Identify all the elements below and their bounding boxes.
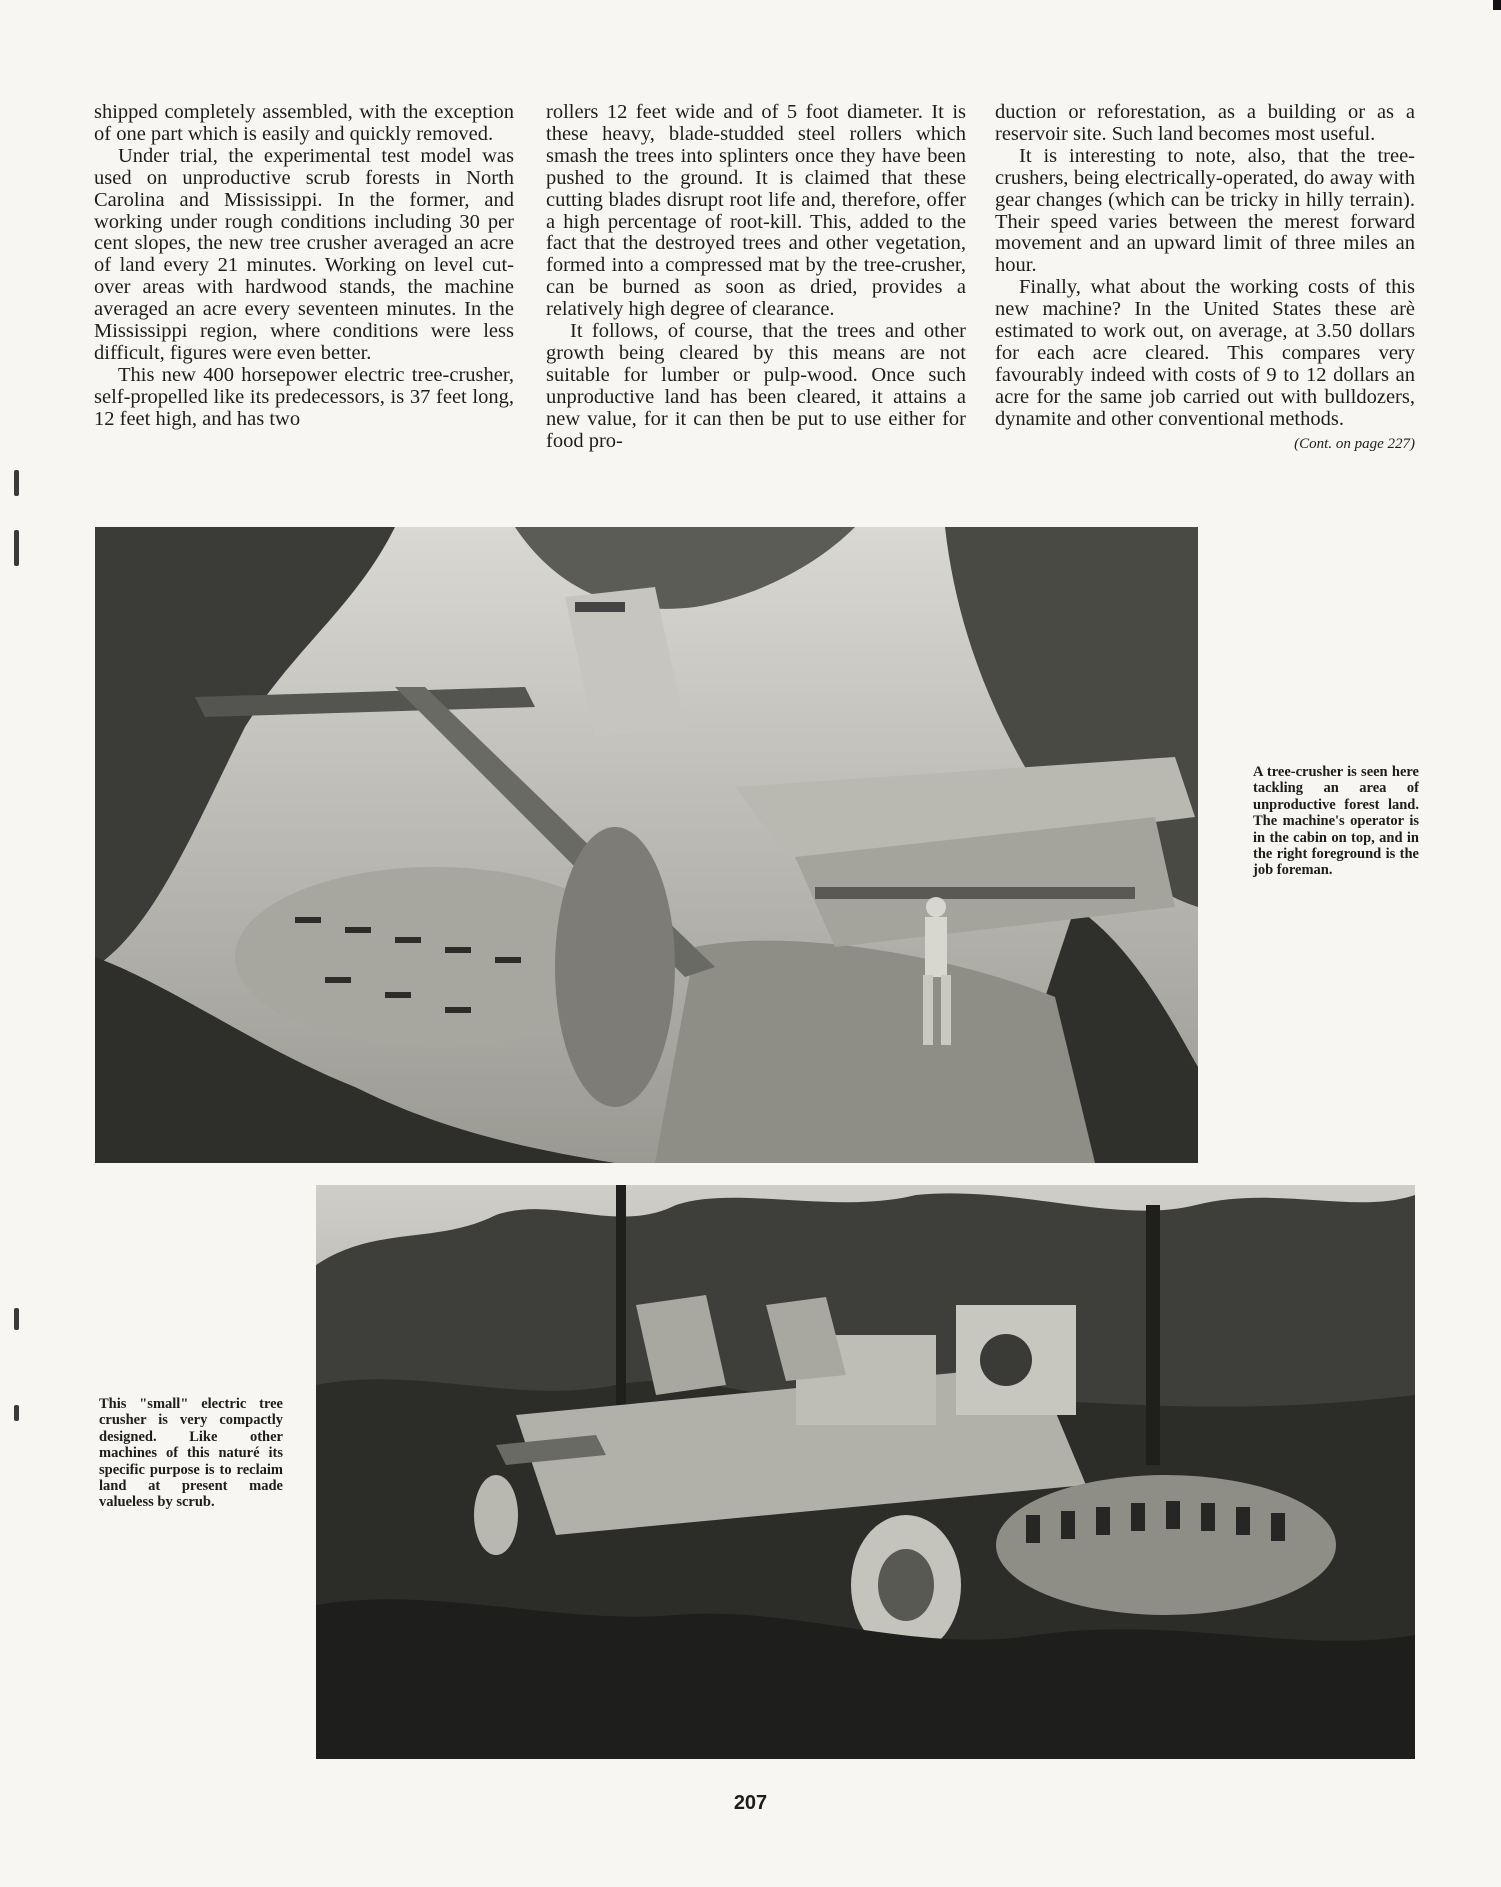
article-column-3 (995, 102, 1415, 456)
paragraph: rollers 12 feet wide and of 5 foot diameter. It is these heavy, blade-studded steel rollers which smash the trees into splinters once they have been pushed to the ground. It is claimed that these cutting blades disrupt root life and, therefore, offer a high percentage of root-kill. This, added to the fact that the destroyed trees and other vegetation, formed into a compressed mat by the tree-crusher, can be burned as soon as dried, provides a relatively high degree of clearance. (546, 101, 966, 321)
continuation-note: (Cont. on page 227) (1294, 435, 1415, 452)
article-column-2 (546, 102, 966, 453)
tree-crusher-photo-top-image (95, 527, 1198, 1163)
binding-mark (14, 1308, 19, 1330)
tree-crusher-photo-top (95, 527, 1198, 1163)
article-column-1 (94, 102, 514, 431)
paragraph: It follows, of course, that the trees and other growth being cleared by this means are not suitable for lumber or pulp-wood. Once such unproductive land has been cleared, it attains a new value, for it can then be put to use either for food pro- (546, 320, 966, 452)
paragraph: Under trial, the experimental test model was used on unproductive scrub forests in North Carolina and Mississippi. In the former, and working under rough conditions including 30 per cent slopes, the new tree crusher averaged an acre of land every 21 minutes. Working on level cut-over areas with hardwood stands, the machine averaged an acre every seventeen minutes. In the Mississippi region, where conditions were less difficult, figures were even better. (94, 144, 514, 364)
paragraph: It is interesting to note, also, that the tree-crushers, being electrically-operated, do away with gear changes (which can be tricky in hilly terrain). Their speed varies between the merest forward movement and an upward limit of three miles an hour. (995, 144, 1415, 277)
photo-caption-top: A tree-crusher is seen here tackling an area of unproductive forest land. The machine's operator is in the cabin on top, and in the right foreground is the job foreman. (1253, 764, 1419, 879)
page-number: 207 (733, 1792, 768, 1814)
corner-mark (1493, 0, 1501, 10)
binding-mark (14, 1405, 19, 1421)
binding-mark (14, 530, 19, 566)
binding-mark (14, 470, 19, 496)
paragraph: This new 400 horsepower electric tree-crusher, self-propelled like its predecessors, is 37 feet long, 12 feet high, and has two (94, 363, 514, 430)
paragraph: duction or reforestation, as a building or as a reservoir site. Such land becomes most useful. (995, 101, 1415, 145)
tree-crusher-photo-bottom (316, 1185, 1415, 1759)
paragraph: shipped completely assembled, with the exception of one part which is easily and quickly removed. (94, 101, 514, 145)
photo-caption-bottom: This "small" electric tree crusher is very compactly designed. Like other machines of this naturé its specific purpose is to reclaim land at present made valueless by scrub. (99, 1396, 283, 1511)
tree-crusher-photo-bottom-image (316, 1185, 1415, 1759)
paragraph: Finally, what about the working costs of this new machine? In the United States these arè estimated to work out, on average, at 3.50 dollars for each acre cleared. This compares very favourably indeed with costs of 9 to 12 dollars an acre for the same job carried out with bulldozers, dynamite and other conventional methods. (995, 276, 1415, 430)
